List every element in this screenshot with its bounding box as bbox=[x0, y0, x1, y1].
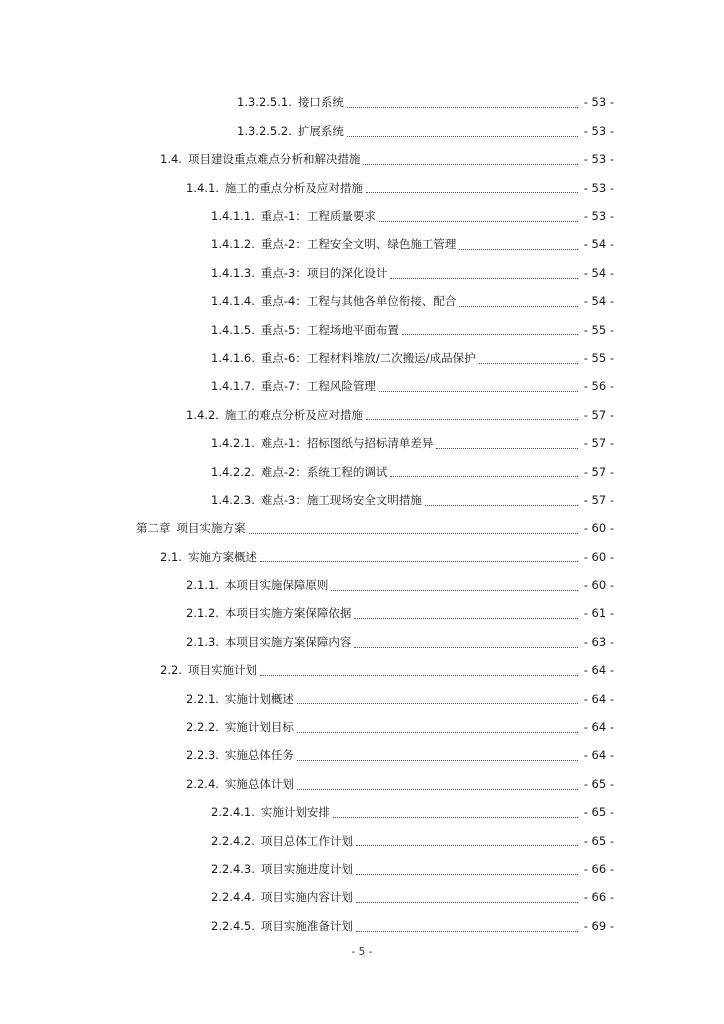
toc-entry-number: 2.2.1. bbox=[186, 691, 219, 706]
toc-leader-dots bbox=[379, 390, 578, 392]
toc-entry-number: 1.4.1.2. bbox=[211, 237, 255, 252]
toc-entry-title: 项目实施方案 bbox=[176, 521, 246, 536]
toc-entry-title: 重点-4：工程与其他各单位衔接、配合 bbox=[260, 294, 457, 309]
toc-leader-dots bbox=[390, 277, 578, 279]
toc-entry-number: 2.2.2. bbox=[186, 720, 219, 735]
toc-entry-title: 接口系统 bbox=[297, 95, 344, 110]
toc-entry-page: - 60 - bbox=[583, 578, 614, 593]
toc-leader-dots bbox=[459, 305, 578, 307]
toc-entry-number: 1.3.2.5.1. bbox=[237, 95, 292, 110]
toc-entry-number: 2.2.4.2. bbox=[211, 833, 255, 848]
toc-entry[interactable] bbox=[0, 486, 724, 514]
toc-leader-dots bbox=[390, 475, 578, 477]
toc-entry-number: 2.1.3. bbox=[186, 634, 219, 649]
toc-entry[interactable] bbox=[0, 316, 724, 344]
toc-entry-number: 第二章 bbox=[136, 521, 171, 536]
toc-entry-title: 项目实施进度计划 bbox=[260, 861, 353, 876]
toc-entry-page: - 64 - bbox=[583, 748, 614, 763]
toc-entry-page: - 65 - bbox=[583, 805, 614, 820]
toc-entry-title: 难点-3：施工现场安全文明措施 bbox=[260, 492, 422, 507]
toc-entry[interactable] bbox=[0, 146, 724, 174]
toc-entry[interactable] bbox=[0, 174, 724, 202]
toc-leader-dots bbox=[459, 248, 578, 250]
toc-entry-number: 2.2.4.5. bbox=[211, 918, 255, 933]
toc-entry[interactable] bbox=[0, 685, 724, 713]
toc-leader-dots bbox=[333, 816, 578, 818]
toc-leader-dots bbox=[366, 191, 578, 193]
table-of-contents bbox=[0, 89, 724, 941]
toc-entry[interactable] bbox=[0, 231, 724, 259]
toc-entry-number: 2.2.4.3. bbox=[211, 861, 255, 876]
toc-entry-title: 重点-1：工程质量要求 bbox=[260, 209, 376, 223]
toc-entry-page: - 54 - bbox=[583, 265, 614, 280]
toc-leader-dots bbox=[479, 362, 578, 364]
toc-entry-title: 实施总体任务 bbox=[224, 748, 294, 763]
toc-entry-title: 难点-1：招标图纸与招标清单差异 bbox=[260, 436, 434, 451]
toc-entry-number: 1.4.2. bbox=[186, 407, 219, 422]
toc-leader-dots bbox=[297, 759, 578, 761]
toc-entry-page: - 54 - bbox=[583, 237, 614, 252]
toc-entry-page: - 57 - bbox=[583, 492, 614, 507]
toc-entry-page: - 57 - bbox=[583, 407, 614, 422]
toc-entry-page: - 66 - bbox=[583, 890, 614, 905]
toc-entry-number: 2.2.4.1. bbox=[211, 805, 255, 820]
toc-entry-number: 1.4.2.2. bbox=[211, 464, 255, 479]
toc-entry[interactable] bbox=[0, 373, 724, 401]
toc-entry-page: - 53 - bbox=[583, 123, 614, 138]
toc-entry-title: 施工的难点分析及应对措施 bbox=[224, 407, 363, 422]
toc-entry[interactable] bbox=[0, 714, 724, 742]
toc-leader-dots bbox=[249, 532, 579, 534]
toc-entry-page: - 65 - bbox=[583, 833, 614, 848]
toc-entry-title: 施工的重点分析及应对措施 bbox=[224, 180, 363, 195]
toc-leader-dots bbox=[356, 930, 578, 932]
toc-entry-number: 1.4.1.5. bbox=[211, 322, 255, 337]
toc-entry-page: - 55 - bbox=[583, 350, 614, 365]
toc-entry[interactable] bbox=[0, 288, 724, 316]
toc-entry-title: 难点-2：系统工程的调试 bbox=[260, 464, 388, 479]
toc-entry-title: 实施方案概述 bbox=[187, 549, 257, 564]
toc-entry-title: 扩展系统 bbox=[297, 123, 344, 138]
toc-leader-dots bbox=[425, 504, 578, 506]
toc-entry-title: 重点-5：工程场地平面布置 bbox=[260, 322, 399, 337]
toc-entry-number: 2.2.4. bbox=[186, 776, 219, 791]
toc-entry[interactable] bbox=[0, 912, 724, 940]
toc-entry[interactable] bbox=[0, 572, 724, 600]
toc-entry-page: - 64 - bbox=[583, 691, 614, 706]
toc-entry-number: 2.1.1. bbox=[186, 578, 219, 593]
toc-entry-page: - 60 - bbox=[583, 521, 614, 536]
toc-entry[interactable] bbox=[0, 657, 724, 685]
toc-entry-title: 项目实施计划 bbox=[187, 663, 257, 678]
toc-leader-dots bbox=[363, 163, 578, 165]
toc-leader-dots bbox=[354, 617, 578, 619]
toc-entry-number: 1.4.1.7. bbox=[211, 379, 255, 394]
toc-entry-page: - 66 - bbox=[583, 861, 614, 876]
toc-entry-number: 1.4. bbox=[160, 152, 182, 167]
toc-leader-dots bbox=[297, 702, 578, 704]
toc-leader-dots bbox=[402, 333, 578, 335]
toc-entry-number: 1.4.1. bbox=[186, 180, 219, 195]
toc-entry-title: 项目建设重点难点分析和解决措施 bbox=[187, 152, 361, 167]
toc-entry-page: - 57 - bbox=[583, 436, 614, 451]
toc-entry[interactable] bbox=[0, 458, 724, 486]
toc-entry-title: 项目实施内容计划 bbox=[260, 890, 353, 905]
toc-leader-dots bbox=[331, 589, 578, 591]
toc-entry[interactable] bbox=[0, 203, 724, 231]
toc-entry[interactable] bbox=[0, 515, 724, 543]
toc-entry-number: 1.4.1.6. bbox=[211, 350, 255, 365]
toc-entry-title: 本项目实施方案保障内容 bbox=[224, 634, 352, 649]
toc-entry[interactable] bbox=[0, 628, 724, 656]
toc-entry-page: - 53 - bbox=[583, 209, 614, 223]
toc-entry-page: - 56 - bbox=[583, 379, 614, 394]
page-footer-number: - 5 - bbox=[351, 946, 373, 958]
toc-entry[interactable] bbox=[0, 430, 724, 458]
toc-leader-dots bbox=[356, 901, 578, 903]
toc-leader-dots bbox=[260, 560, 578, 562]
toc-leader-dots bbox=[354, 646, 578, 648]
toc-entry-number: 2.2.4.4. bbox=[211, 890, 255, 905]
toc-leader-dots bbox=[297, 788, 578, 790]
toc-entry[interactable] bbox=[0, 600, 724, 628]
toc-entry-title: 重点-3：项目的深化设计 bbox=[260, 265, 388, 280]
toc-entry-title: 重点-6：工程材料堆放/二次搬运/成品保护 bbox=[260, 350, 476, 365]
toc-leader-dots bbox=[436, 447, 578, 449]
toc-entry-title: 实施计划目标 bbox=[224, 720, 294, 735]
toc-entry-title: 本项目实施方案保障依据 bbox=[224, 606, 352, 621]
toc-entry-page: - 64 - bbox=[583, 663, 614, 678]
toc-leader-dots bbox=[260, 674, 578, 676]
toc-entry[interactable] bbox=[0, 345, 724, 373]
toc-entry[interactable] bbox=[0, 259, 724, 287]
toc-entry[interactable] bbox=[0, 117, 724, 145]
toc-entry-page: - 65 - bbox=[583, 776, 614, 791]
toc-entry-title: 实施计划概述 bbox=[224, 691, 294, 706]
toc-entry[interactable] bbox=[0, 742, 724, 770]
toc-entry-title: 项目实施准备计划 bbox=[260, 918, 353, 933]
toc-entry-title: 重点-7：工程风险管理 bbox=[260, 379, 376, 394]
toc-entry-page: - 54 - bbox=[583, 294, 614, 309]
toc-entry-page: - 69 - bbox=[583, 918, 614, 933]
toc-entry[interactable] bbox=[0, 827, 724, 855]
toc-leader-dots bbox=[356, 873, 578, 875]
toc-entry[interactable] bbox=[0, 799, 724, 827]
toc-entry-number: 1.4.1.3. bbox=[211, 265, 255, 280]
toc-entry-page: - 53 - bbox=[583, 180, 614, 195]
toc-entry-page: - 64 - bbox=[583, 720, 614, 735]
toc-entry-page: - 63 - bbox=[583, 634, 614, 649]
toc-leader-dots bbox=[347, 106, 578, 108]
toc-entry-number: 2.1.2. bbox=[186, 606, 219, 621]
toc-entry-number: 1.4.1.4. bbox=[211, 294, 255, 309]
toc-leader-dots bbox=[297, 731, 578, 733]
toc-entry[interactable] bbox=[0, 543, 724, 571]
toc-entry[interactable] bbox=[0, 856, 724, 884]
toc-entry-number: 2.2. bbox=[160, 663, 182, 678]
toc-leader-dots bbox=[356, 844, 578, 846]
toc-entry-title: 本项目实施保障原则 bbox=[224, 578, 329, 593]
toc-entry-page: - 55 - bbox=[583, 322, 614, 337]
toc-entry[interactable] bbox=[0, 89, 724, 117]
toc-entry-page: - 53 - bbox=[583, 152, 614, 167]
toc-leader-dots bbox=[347, 135, 578, 137]
toc-entry-page: - 57 - bbox=[583, 464, 614, 479]
toc-entry-number: 1.3.2.5.2. bbox=[237, 123, 292, 138]
toc-entry-page: - 53 - bbox=[583, 95, 614, 110]
toc-entry-number: 1.4.1.1. bbox=[211, 209, 255, 223]
toc-entry-page: - 60 - bbox=[583, 549, 614, 564]
toc-entry-title: 实施计划安排 bbox=[260, 805, 330, 820]
toc-entry-number: 2.2.3. bbox=[186, 748, 219, 763]
toc-entry-title: 实施总体计划 bbox=[224, 776, 294, 791]
toc-entry-number: 2.1. bbox=[160, 549, 182, 564]
toc-leader-dots bbox=[379, 220, 578, 222]
toc-entry[interactable] bbox=[0, 884, 724, 912]
toc-entry-title: 项目总体工作计划 bbox=[260, 833, 353, 848]
toc-entry[interactable] bbox=[0, 401, 724, 429]
toc-leader-dots bbox=[366, 418, 578, 420]
toc-entry[interactable] bbox=[0, 770, 724, 798]
toc-entry-number: 1.4.2.3. bbox=[211, 492, 255, 507]
toc-entry-title: 重点-2：工程安全文明、绿色施工管理 bbox=[260, 237, 457, 252]
toc-entry-number: 1.4.2.1. bbox=[211, 436, 255, 451]
toc-entry-page: - 61 - bbox=[583, 606, 614, 621]
